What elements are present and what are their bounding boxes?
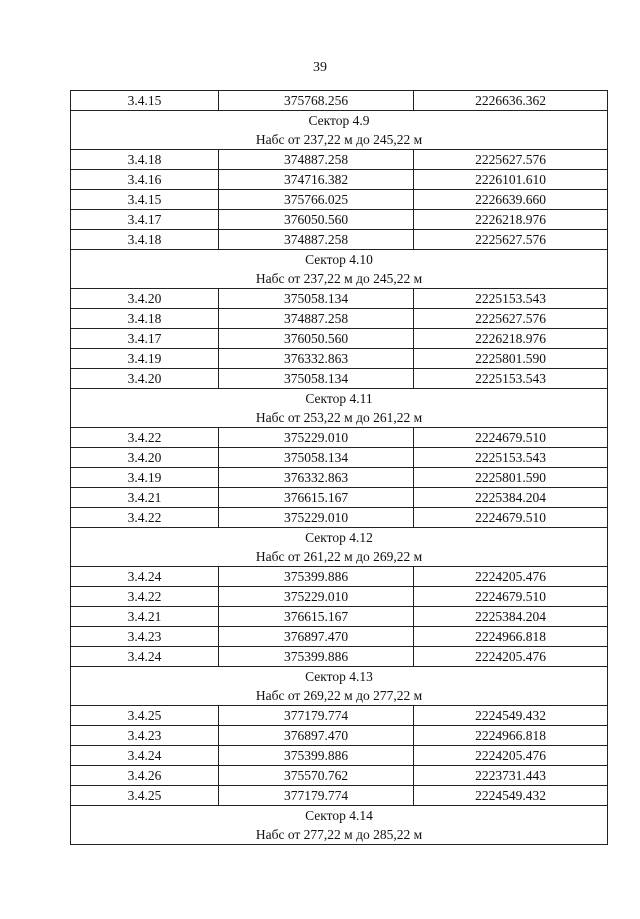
table-row [71, 91, 608, 111]
point-number-cell: 3.4.17 [71, 329, 219, 349]
y-coordinate-cell: 2226636.362 [414, 91, 608, 111]
sector-height-range: Набс от 261,22 м до 269,22 м [71, 547, 608, 567]
table-row [71, 706, 608, 726]
table-row [71, 448, 608, 468]
x-coordinate-cell: 375229.010 [219, 508, 414, 528]
x-coordinate-cell: 375766.025 [219, 190, 414, 210]
x-coordinate-cell: 376050.560 [219, 329, 414, 349]
x-coordinate-cell: 374887.258 [219, 230, 414, 250]
table-row [71, 607, 608, 627]
y-coordinate-cell: 2225627.576 [414, 230, 608, 250]
point-number-cell: 3.4.23 [71, 627, 219, 647]
y-coordinate-cell: 2225153.543 [414, 369, 608, 389]
table-row [71, 289, 608, 309]
x-coordinate-cell: 376332.863 [219, 468, 414, 488]
point-number-cell: 3.4.26 [71, 766, 219, 786]
table-row [71, 150, 608, 170]
table-row [71, 369, 608, 389]
point-number-cell: 3.4.24 [71, 647, 219, 667]
table-row [71, 170, 608, 190]
x-coordinate-cell: 377179.774 [219, 786, 414, 806]
x-coordinate-cell: 376050.560 [219, 210, 414, 230]
y-coordinate-cell: 2224679.510 [414, 508, 608, 528]
table-row [71, 766, 608, 786]
sector-title-row [71, 389, 608, 409]
y-coordinate-cell: 2226101.610 [414, 170, 608, 190]
sector-height-row [71, 686, 608, 706]
table-row [71, 210, 608, 230]
x-coordinate-cell: 375058.134 [219, 289, 414, 309]
point-number-cell: 3.4.24 [71, 567, 219, 587]
y-coordinate-cell: 2224966.818 [414, 627, 608, 647]
table-row [71, 488, 608, 508]
point-number-cell: 3.4.21 [71, 607, 219, 627]
x-coordinate-cell: 375570.762 [219, 766, 414, 786]
y-coordinate-cell: 2224549.432 [414, 786, 608, 806]
page-number: 39 [313, 60, 327, 75]
y-coordinate-cell: 2225153.543 [414, 448, 608, 468]
y-coordinate-cell: 2226218.976 [414, 329, 608, 349]
sector-height-row [71, 547, 608, 567]
y-coordinate-cell: 2224205.476 [414, 567, 608, 587]
table-row [71, 587, 608, 607]
point-number-cell: 3.4.19 [71, 468, 219, 488]
point-number-cell: 3.4.22 [71, 508, 219, 528]
y-coordinate-cell: 2226639.660 [414, 190, 608, 210]
point-number-cell: 3.4.18 [71, 150, 219, 170]
point-number-cell: 3.4.21 [71, 488, 219, 508]
table-row [71, 567, 608, 587]
table-row [71, 647, 608, 667]
y-coordinate-cell: 2225153.543 [414, 289, 608, 309]
sector-height-range: Набс от 253,22 м до 261,22 м [71, 408, 608, 428]
point-number-cell: 3.4.19 [71, 349, 219, 369]
table-row [71, 726, 608, 746]
point-number-cell: 3.4.22 [71, 587, 219, 607]
x-coordinate-cell: 375768.256 [219, 91, 414, 111]
sector-title-row [71, 111, 608, 131]
x-coordinate-cell: 375399.886 [219, 746, 414, 766]
x-coordinate-cell: 376897.470 [219, 726, 414, 746]
y-coordinate-cell: 2225801.590 [414, 349, 608, 369]
sector-title: Сектор 4.12 [71, 528, 608, 548]
sector-height-row [71, 408, 608, 428]
sector-height-row [71, 269, 608, 289]
coordinates-table [70, 90, 608, 845]
sector-title: Сектор 4.11 [71, 389, 608, 409]
sector-title: Сектор 4.13 [71, 667, 608, 687]
sector-height-range: Набс от 277,22 м до 285,22 м [71, 825, 608, 845]
table-row [71, 746, 608, 766]
x-coordinate-cell: 376615.167 [219, 607, 414, 627]
sector-title-row [71, 667, 608, 687]
table-row [71, 349, 608, 369]
sector-height-range: Набс от 237,22 м до 245,22 м [71, 269, 608, 289]
table-row [71, 230, 608, 250]
x-coordinate-cell: 377179.774 [219, 706, 414, 726]
sector-height-range: Набс от 237,22 м до 245,22 м [71, 130, 608, 150]
table-row [71, 468, 608, 488]
x-coordinate-cell: 375399.886 [219, 647, 414, 667]
table-row [71, 329, 608, 349]
coordinates-table-body [71, 91, 608, 845]
y-coordinate-cell: 2225627.576 [414, 150, 608, 170]
sector-height-row [71, 825, 608, 845]
x-coordinate-cell: 374887.258 [219, 150, 414, 170]
y-coordinate-cell: 2223731.443 [414, 766, 608, 786]
table-row [71, 428, 608, 448]
y-coordinate-cell: 2224966.818 [414, 726, 608, 746]
table-row [71, 627, 608, 647]
point-number-cell: 3.4.18 [71, 230, 219, 250]
sector-height-row [71, 130, 608, 150]
point-number-cell: 3.4.15 [71, 91, 219, 111]
point-number-cell: 3.4.22 [71, 428, 219, 448]
y-coordinate-cell: 2224549.432 [414, 706, 608, 726]
sector-title: Сектор 4.9 [71, 111, 608, 131]
y-coordinate-cell: 2224205.476 [414, 647, 608, 667]
sector-title: Сектор 4.14 [71, 806, 608, 826]
y-coordinate-cell: 2225627.576 [414, 309, 608, 329]
y-coordinate-cell: 2226218.976 [414, 210, 608, 230]
x-coordinate-cell: 376332.863 [219, 349, 414, 369]
x-coordinate-cell: 375399.886 [219, 567, 414, 587]
y-coordinate-cell: 2225384.204 [414, 488, 608, 508]
table-row [71, 309, 608, 329]
x-coordinate-cell: 374887.258 [219, 309, 414, 329]
x-coordinate-cell: 376897.470 [219, 627, 414, 647]
point-number-cell: 3.4.20 [71, 289, 219, 309]
point-number-cell: 3.4.18 [71, 309, 219, 329]
x-coordinate-cell: 374716.382 [219, 170, 414, 190]
sector-title-row [71, 250, 608, 270]
point-number-cell: 3.4.24 [71, 746, 219, 766]
point-number-cell: 3.4.25 [71, 786, 219, 806]
y-coordinate-cell: 2225384.204 [414, 607, 608, 627]
y-coordinate-cell: 2224679.510 [414, 428, 608, 448]
x-coordinate-cell: 375058.134 [219, 369, 414, 389]
table-row [71, 786, 608, 806]
sector-title-row [71, 806, 608, 826]
x-coordinate-cell: 376615.167 [219, 488, 414, 508]
y-coordinate-cell: 2224205.476 [414, 746, 608, 766]
point-number-cell: 3.4.25 [71, 706, 219, 726]
sector-title-row [71, 528, 608, 548]
y-coordinate-cell: 2224679.510 [414, 587, 608, 607]
point-number-cell: 3.4.17 [71, 210, 219, 230]
point-number-cell: 3.4.16 [71, 170, 219, 190]
table-row [71, 508, 608, 528]
table-row [71, 190, 608, 210]
point-number-cell: 3.4.20 [71, 448, 219, 468]
y-coordinate-cell: 2225801.590 [414, 468, 608, 488]
x-coordinate-cell: 375229.010 [219, 587, 414, 607]
point-number-cell: 3.4.15 [71, 190, 219, 210]
sector-height-range: Набс от 269,22 м до 277,22 м [71, 686, 608, 706]
point-number-cell: 3.4.20 [71, 369, 219, 389]
x-coordinate-cell: 375229.010 [219, 428, 414, 448]
sector-title: Сектор 4.10 [71, 250, 608, 270]
point-number-cell: 3.4.23 [71, 726, 219, 746]
x-coordinate-cell: 375058.134 [219, 448, 414, 468]
